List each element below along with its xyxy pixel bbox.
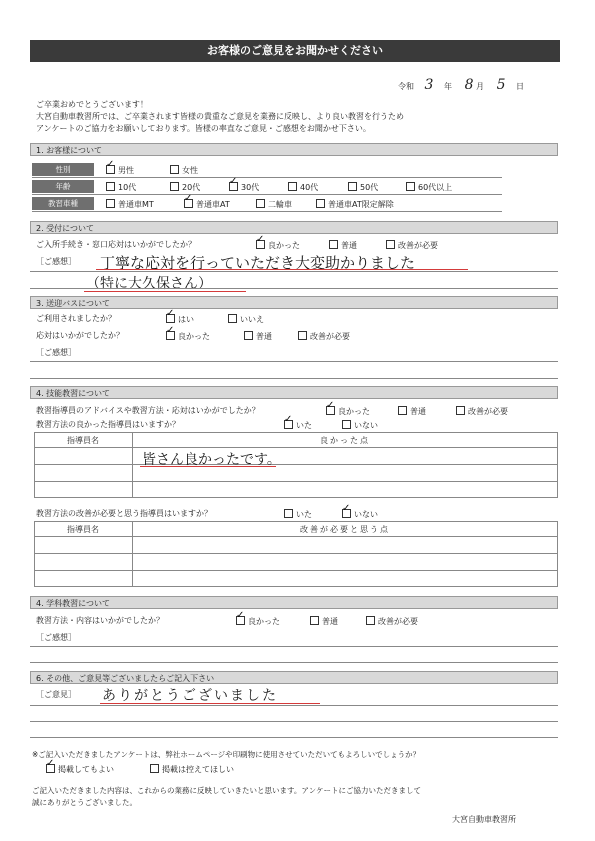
age-20s-option[interactable]: 20代 bbox=[170, 182, 200, 193]
s3-no-option[interactable]: いいえ bbox=[228, 314, 264, 325]
intro-line-2: 大宮自動車教習所では、ご卒業されます皆様の貴重なご意見を業務に反映し、より良い教習を行うため bbox=[36, 112, 404, 121]
checkbox-female[interactable] bbox=[170, 165, 179, 174]
s3-q1: ご利用されましたか？ bbox=[36, 314, 116, 323]
date-month-label: 月 bbox=[476, 82, 485, 91]
s6-label: ［ご意見］ bbox=[36, 690, 76, 699]
s2-comment-line-2: （特に大久保さん） bbox=[86, 276, 212, 292]
consent-deny-option[interactable]: 掲載は控えてほしい bbox=[150, 764, 234, 775]
s2-comment-line-1: 丁寧な応対を行っていただき大変助かりました bbox=[100, 254, 416, 272]
s4-q3-no-option[interactable]: ✓ いない bbox=[342, 509, 378, 520]
footer-school-name: 大宮自動車教習所 bbox=[452, 815, 516, 824]
date-month: 8 bbox=[464, 77, 474, 93]
section-4-header: 4. 技能教習について bbox=[30, 386, 558, 399]
closing-line-1: ご記入いただきました内容は、これからの業務に反映していきたいと思います。アンケートにご協力いただきまして bbox=[32, 786, 421, 795]
date-year: 3 bbox=[424, 77, 434, 93]
t2-col-name: 指導員名 bbox=[67, 525, 99, 534]
gender-label: 性別 bbox=[32, 163, 94, 176]
s4-q1: 教習指導員のアドバイスや教習方法・応対はいかがでしたか？ bbox=[36, 406, 260, 415]
section-5-header: 4. 学科教習について bbox=[30, 596, 558, 609]
consent-allow-option[interactable]: ✓掲載してもよい bbox=[46, 764, 114, 775]
s2-question: ご入所手続き・窓口応対はいかがでしたか？ bbox=[36, 240, 196, 249]
s3-improve-option[interactable]: 改善が必要 bbox=[298, 331, 350, 342]
s4-q2: 教習方法の良かった指導員はいますか？ bbox=[36, 420, 180, 429]
section-2-header: 2. 受付について bbox=[30, 221, 558, 234]
age-label: 年齢 bbox=[32, 180, 94, 193]
s5-question: 教習方法・内容はいかがでしたか？ bbox=[36, 616, 164, 625]
s4-normal-option[interactable]: 普通 bbox=[398, 406, 426, 417]
course-motorcycle-option[interactable]: 二輪車 bbox=[256, 199, 292, 210]
age-60s-option[interactable]: 60代以上 bbox=[406, 182, 452, 193]
section-3-header: 3. 送迎バスについて bbox=[30, 296, 558, 309]
s3-normal-option[interactable]: 普通 bbox=[244, 331, 272, 342]
s4-q3-yes-option[interactable]: いた bbox=[284, 509, 312, 520]
t1-entry: 皆さん良かったです。 bbox=[142, 452, 281, 468]
s2-normal-option[interactable]: 普通 bbox=[329, 240, 357, 251]
form-title: お客様のご意見をお聞かせください bbox=[30, 40, 560, 62]
s2-comment-label: ［ご感想］ bbox=[36, 257, 76, 266]
t1-col-name: 指導員名 bbox=[67, 436, 99, 445]
age-10s-option[interactable]: 10代 bbox=[106, 182, 136, 193]
s3-q2: 応対はいかがでしたか？ bbox=[36, 331, 124, 340]
age-30s-option[interactable]: ✓ 30代 bbox=[229, 182, 259, 193]
t1-col-good-points: 良かった点 bbox=[320, 436, 370, 445]
course-mt-option[interactable]: 普通車MT bbox=[106, 199, 154, 210]
s5-improve-option[interactable]: 改善が必要 bbox=[366, 616, 418, 627]
date-line bbox=[398, 77, 525, 93]
checkbox-male[interactable] bbox=[106, 165, 115, 174]
s4-q3: 教習方法の改善が必要と思う指導員はいますか？ bbox=[36, 509, 212, 518]
s3-comment-label: ［ご感想］ bbox=[36, 348, 76, 357]
date-day-label: 日 bbox=[516, 82, 525, 91]
section-1-header: 1. お客様について bbox=[30, 143, 558, 156]
s2-improve-option[interactable]: 改善が必要 bbox=[386, 240, 438, 251]
s2-good-option[interactable]: ✓ 良かった bbox=[256, 240, 300, 251]
date-era: 令和 bbox=[398, 82, 414, 91]
s4-improve-option[interactable]: 改善が必要 bbox=[456, 406, 508, 417]
s4-good-option[interactable]: ✓ 良かった bbox=[326, 406, 370, 417]
course-at-limit-option[interactable]: 普通車AT限定解除 bbox=[316, 199, 394, 210]
s5-good-option[interactable]: ✓ 良かった bbox=[236, 616, 280, 627]
s4-q2-no-option[interactable]: いない bbox=[342, 420, 378, 431]
intro-line-3: アンケートのご協力をお願いしております。皆様の率直なご意見・ご感想をお聞かせ下さい。 bbox=[36, 124, 371, 133]
s3-good-option[interactable]: ✓ 良かった bbox=[166, 331, 210, 342]
age-40s-option[interactable]: 40代 bbox=[288, 182, 318, 193]
s5-normal-option[interactable]: 普通 bbox=[310, 616, 338, 627]
s3-yes-option[interactable]: ✓ はい bbox=[166, 314, 194, 325]
date-day: 5 bbox=[496, 77, 506, 93]
course-label: 教習車種 bbox=[32, 197, 94, 210]
consent-question: ※ご記入いただきましたアンケートは、弊社ホームページや印刷物に使用させていただいてもよろしいでしょうか？ bbox=[32, 750, 421, 759]
gender-female-option[interactable]: 女性 bbox=[170, 165, 198, 176]
s6-entry: ありがとうございました bbox=[102, 688, 278, 704]
age-50s-option[interactable]: 50代 bbox=[348, 182, 378, 193]
t2-col-improve-points: 改善が必要と思う点 bbox=[300, 525, 390, 534]
s4-q2-yes-option[interactable]: ✓ いた bbox=[284, 420, 312, 431]
course-at-option[interactable]: ✓ 普通車AT bbox=[184, 199, 230, 210]
gender-male-option[interactable]: ✓男性 bbox=[106, 165, 134, 176]
s5-comment-label: ［ご感想］ bbox=[36, 633, 76, 642]
date-year-label: 年 bbox=[444, 82, 453, 91]
closing-line-2: 誠にありがとうございました。 bbox=[32, 798, 137, 807]
section-6-header: 6. その他、ご意見等ございましたらご記入下さい bbox=[30, 671, 558, 684]
intro-line-1: ご卒業おめでとうございます！ bbox=[36, 100, 148, 109]
